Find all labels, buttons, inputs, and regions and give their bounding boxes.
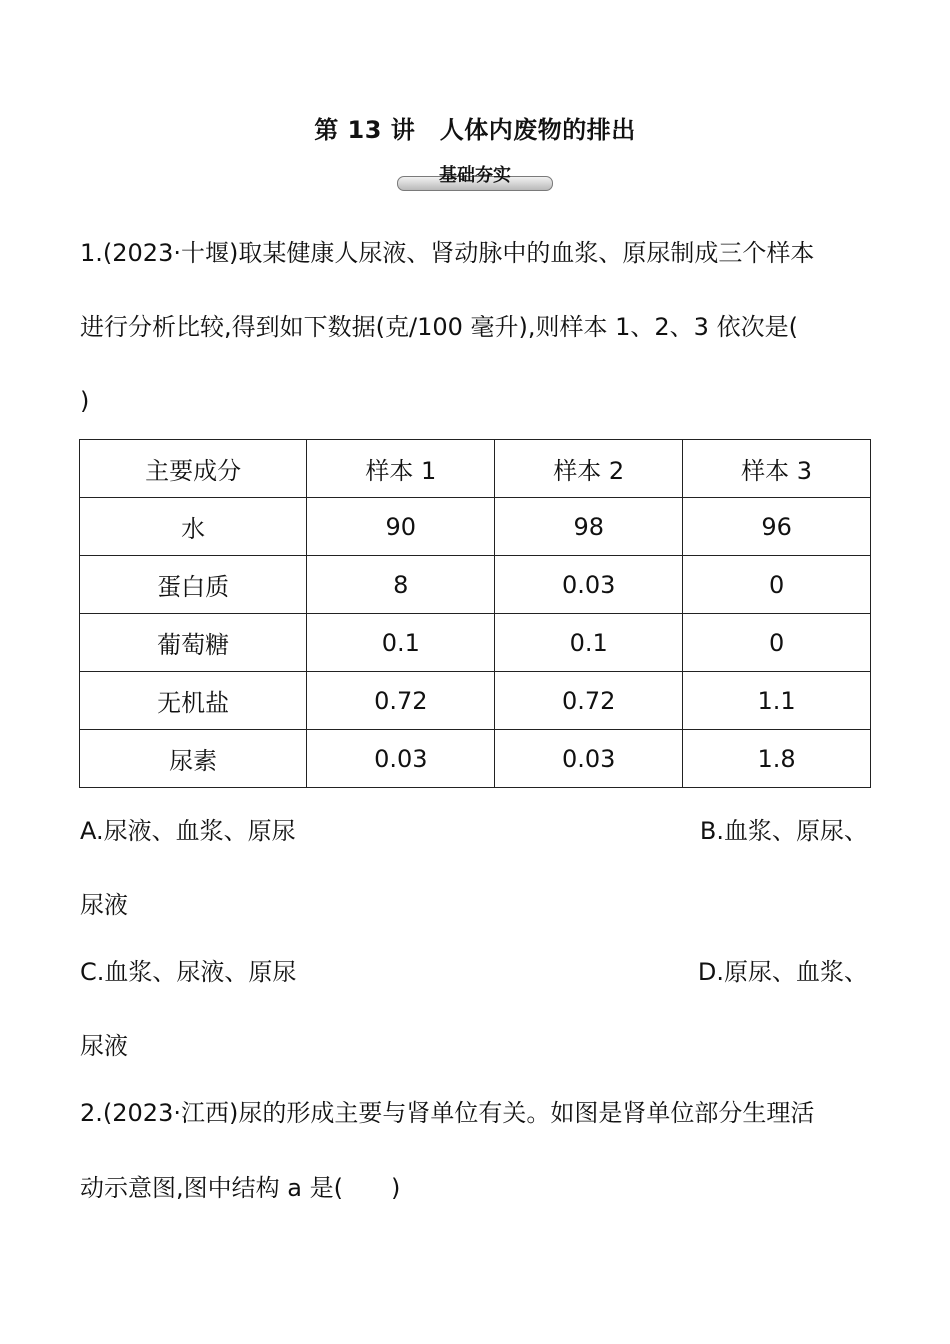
q2-stem-line2: 动示意图,图中结构 a 是( ): [80, 1174, 401, 1202]
q1-stem-line3: ): [80, 387, 90, 415]
table-cell: 1.8: [683, 730, 871, 788]
q1-option-d-continued: 尿液: [80, 1032, 128, 1060]
table-header-cell: 样本 1: [307, 440, 495, 498]
table-cell: 96: [683, 498, 871, 556]
table-header-cell: 样本 2: [495, 440, 683, 498]
section-tag-label: 基础夯实: [439, 165, 511, 186]
q1-stem-line2: 进行分析比较,得到如下数据(克/100 毫升),则样本 1、2、3 依次是(: [80, 313, 798, 341]
table-header-cell: 主要成分: [80, 440, 307, 498]
table-cell: 0.1: [307, 614, 495, 672]
q1-option-d: D.原尿、血浆、: [697, 958, 868, 986]
table-header-row: [80, 440, 871, 498]
table-cell: 0.72: [307, 672, 495, 730]
table-cell: 0.1: [495, 614, 683, 672]
q1-option-b-continued: 尿液: [80, 891, 128, 919]
table-cell: 无机盐: [80, 672, 307, 730]
table-cell: 0.03: [495, 730, 683, 788]
table-row: [80, 614, 871, 672]
table-cell: 蛋白质: [80, 556, 307, 614]
q1-stem-line1: 1.(2023·十堰)取某健康人尿液、肾动脉中的血浆、原尿制成三个样本: [80, 239, 815, 267]
table-cell: 水: [80, 498, 307, 556]
table-cell: 葡萄糖: [80, 614, 307, 672]
table-row: [80, 672, 871, 730]
table-cell: 8: [307, 556, 495, 614]
table-row: [80, 730, 871, 788]
table-cell: 0.03: [307, 730, 495, 788]
table-cell: 0.03: [495, 556, 683, 614]
table-cell: 90: [307, 498, 495, 556]
composition-table: [79, 439, 871, 788]
table-cell: 0: [683, 614, 871, 672]
q1-option-b: B.血浆、原尿、: [699, 817, 868, 845]
q1-option-a: A.尿液、血浆、原尿: [80, 817, 296, 845]
table-cell: 尿素: [80, 730, 307, 788]
table-cell: 1.1: [683, 672, 871, 730]
table-row: [80, 556, 871, 614]
q2-stem-line1: 2.(2023·江西)尿的形成主要与肾单位有关。如图是肾单位部分生理活: [80, 1099, 815, 1127]
page-title: 第 13 讲 人体内废物的排出: [314, 116, 636, 144]
table-row: [80, 498, 871, 556]
table-header-cell: 样本 3: [683, 440, 871, 498]
q1-option-c: C.血浆、尿液、原尿: [80, 958, 297, 986]
table-cell: 0: [683, 556, 871, 614]
table-cell: 98: [495, 498, 683, 556]
table-cell: 0.72: [495, 672, 683, 730]
section-tag: [397, 163, 553, 189]
